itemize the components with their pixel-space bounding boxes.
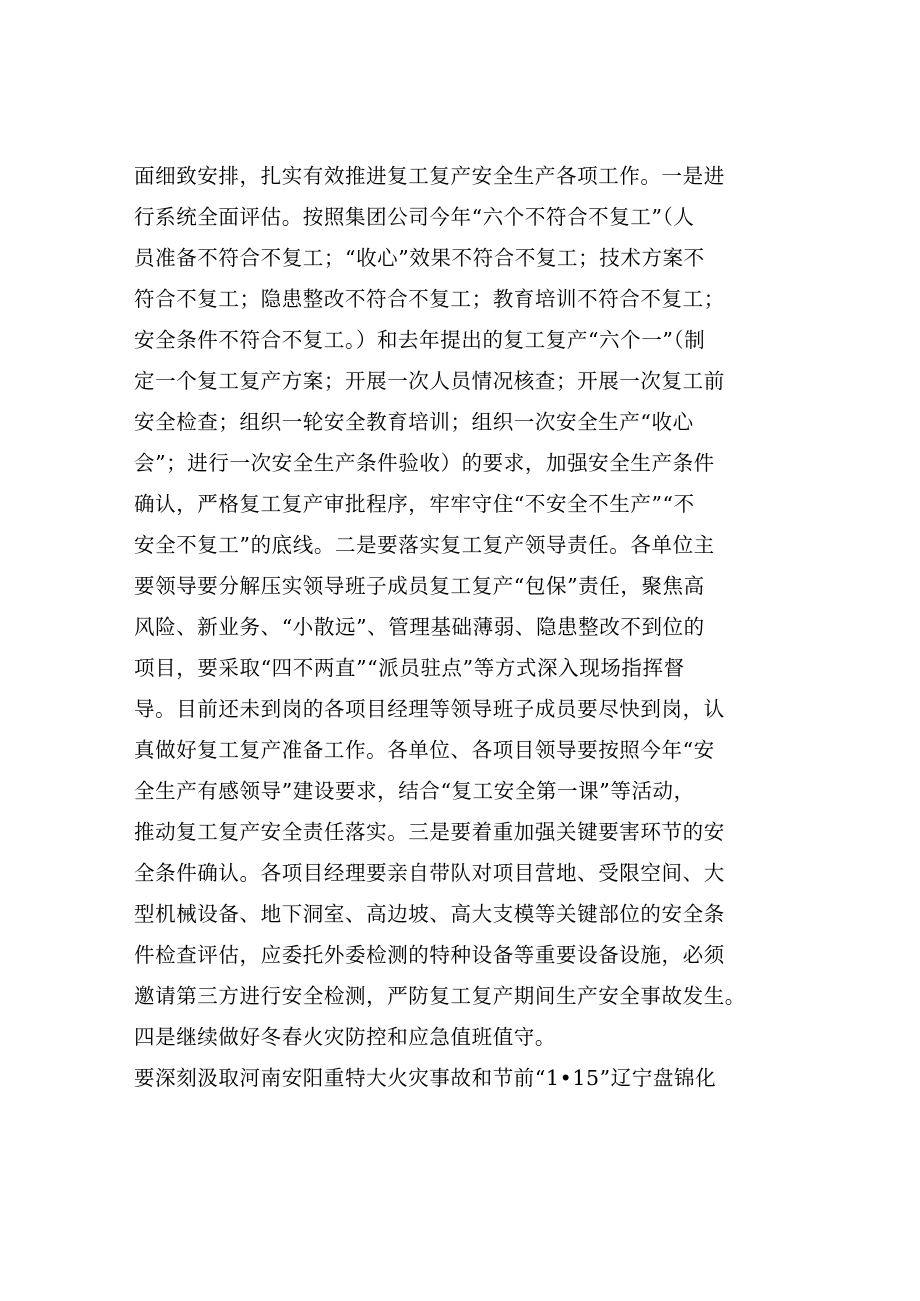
text-line: 真做好复工复产准备工作。各单位、各项目领导要按照今年“安 <box>134 738 715 762</box>
text-line: 要深刻汲取河南安阳重特大火灾事故和节前“1•15”辽宁盘锦化 <box>134 1066 717 1090</box>
text-line: 安全条件不符合不复工。）和去年提出的复工复产“六个一”（制 <box>134 328 706 352</box>
body-text <box>134 156 794 1099</box>
text-line: 确认，严格复工复产审批程序，牢牢守住“不安全不生产”“不 <box>134 492 695 516</box>
text-line: 全生产有感领导”建设要求，结合“复工安全第一课”等活动， <box>134 779 695 803</box>
text-line: 要领导要分解压实领导班子成员复工复产“包保”责任，聚焦高 <box>134 574 705 598</box>
text-line: 风险、新业务、“小散远”、管理基础薄弱、隐患整改不到位的 <box>134 615 705 639</box>
text-line: 邀请第三方进行安全检测，严防复工复产期间生产安全事故发生。 <box>134 984 746 1008</box>
text-line: 员准备不符合不复工；“收心”效果不符合不复工；技术方案不 <box>134 246 705 270</box>
text-line: 项目，要采取“四不两直”“派员驻点”等方式深入现场指挥督 <box>134 656 685 680</box>
text-line: 四是继续做好冬春火灾防控和应急值班值守。 <box>134 1025 556 1049</box>
text-line: 行系统全面评估。按照集团公司今年“六个不符合不复工”（人 <box>134 205 695 229</box>
text-line: 推动复工复产安全责任落实。三是要着重加强关键要害环节的安 <box>134 820 725 844</box>
text-line: 型机械设备、地下洞室、高边坡、高大支模等关键部位的安全条 <box>134 902 725 926</box>
text-line: 安全不复工”的底线。二是要落实复工复产领导责任。各单位主 <box>134 533 715 557</box>
text-line: 件检查评估，应委托外委检测的特种设备等重要设备设施，必须 <box>134 943 725 967</box>
text-line: 全条件确认。各项目经理要亲自带队对项目营地、受限空间、大 <box>134 861 725 885</box>
text-line: 会”；进行一次安全生产条件验收）的要求，加强安全生产条件 <box>134 451 715 475</box>
text-line: 面细致安排，扎实有效推进复工复产安全生产各项工作。一是进 <box>134 164 725 188</box>
text-line: 导。目前还未到岗的各项目经理等领导班子成员要尽快到岗，认 <box>134 697 725 721</box>
text-line: 符合不复工；隐患整改不符合不复工；教育培训不符合不复工； <box>134 287 725 311</box>
text-line: 安全检查；组织一轮安全教育培训；组织一次安全生产“收心 <box>134 410 694 434</box>
text-line: 定一个复工复产方案；开展一次人员情况核查；开展一次复工前 <box>134 369 725 393</box>
